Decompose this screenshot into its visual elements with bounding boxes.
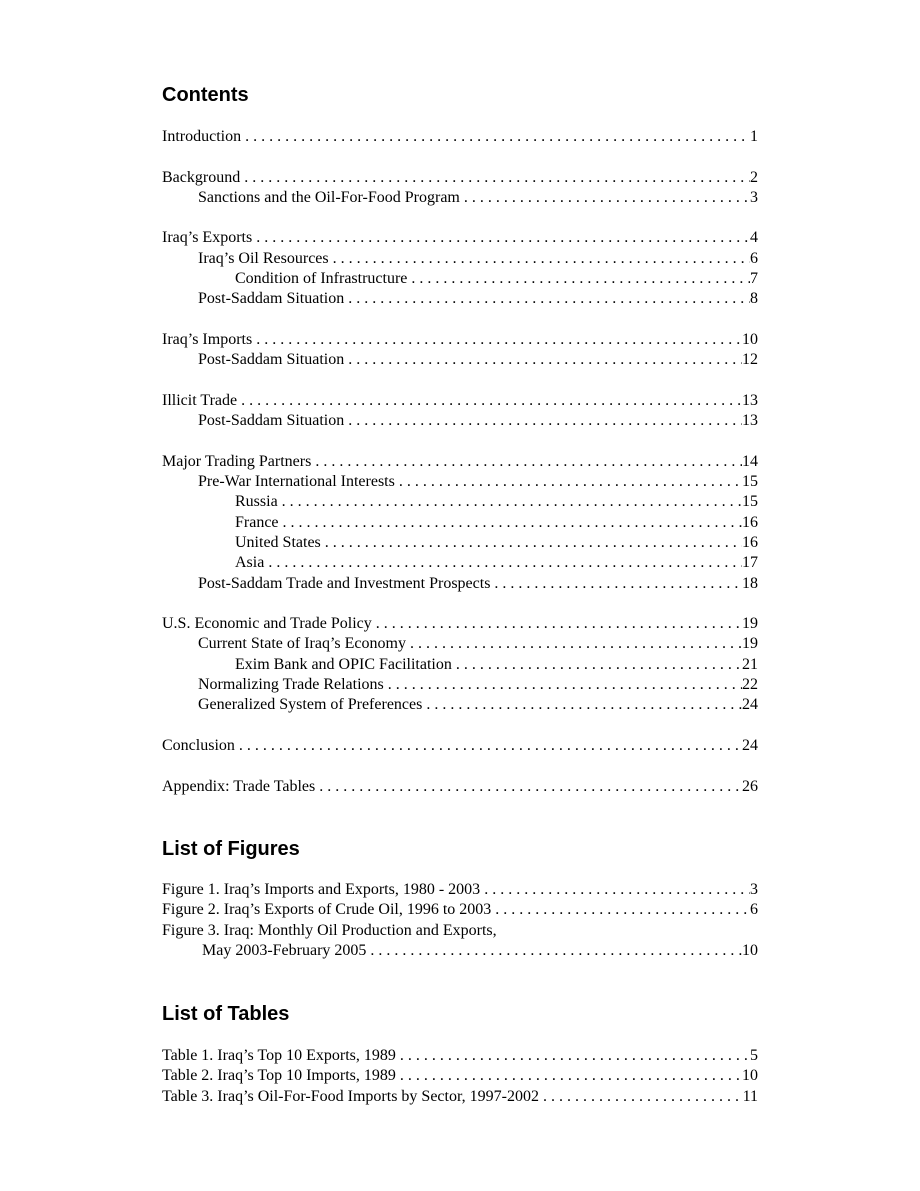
toc-entry-page: 3 [750,881,758,898]
dot-leader [252,228,750,248]
toc-entry [162,553,758,573]
toc-entry-page: 4 [750,229,758,247]
toc-entry [162,941,758,961]
tables-list [162,1046,758,1107]
toc-entry-page: 22 [742,676,758,694]
group-gap [162,147,758,167]
toc-entry-title: Illicit Trade [162,391,238,409]
toc-entry-title: France [235,513,279,531]
dot-leader [407,269,750,289]
contents-heading: Contents [162,84,249,106]
figures-list [162,880,758,961]
toc-entry [162,921,758,941]
toc-entry-page: 19 [742,635,758,653]
toc-entry [162,695,758,715]
dot-leader [395,472,742,492]
toc-entry-page: 16 [742,513,758,531]
dot-leader [366,941,742,961]
toc-entry-page: 11 [742,1087,758,1105]
dot-leader [372,614,742,634]
toc-entry-title: Sanctions and the Oil-For-Food Program [198,188,460,206]
dot-leader [264,553,742,573]
toc-entry-title: Iraq’s Oil Resources [198,249,329,267]
toc-entry [162,513,758,533]
toc-entry [162,228,758,248]
dot-leader [384,675,742,695]
toc-entry [162,777,758,797]
toc-entry [162,634,758,654]
dot-leader [491,900,750,920]
toc-entry [162,1046,758,1066]
toc-entry [162,880,758,900]
dot-leader [396,1046,750,1066]
dot-leader [321,533,742,553]
toc-entry [162,391,758,411]
toc-entry-title: Post-Saddam Situation [198,351,345,369]
group-gap [162,716,758,736]
toc-entry-page: 10 [742,1067,758,1085]
group-gap [162,208,758,228]
toc-entry-page: 13 [742,391,758,409]
toc-entry-page: 12 [742,351,758,369]
toc-entry [162,900,758,920]
toc-entry-page: 10 [742,941,758,959]
dot-leader [344,350,742,370]
dot-leader [422,695,742,715]
toc-entry [162,675,758,695]
toc-entry-page: 26 [742,777,758,795]
toc-entry-page: 17 [742,554,758,572]
toc-entry-title: Iraq’s Exports [162,229,253,247]
toc-entry [162,411,758,431]
toc-entry-page: 15 [742,473,758,491]
toc-entry-title: Generalized System of Preferences [198,696,423,714]
toc-entry-title: Figure 1. Iraq’s Imports and Exports, 1980 - 2003 [162,881,481,898]
toc-entry [162,168,758,188]
contents-list [162,127,758,797]
toc-entry [162,736,758,756]
dot-leader [237,391,742,411]
toc-entry-page: 19 [742,615,758,633]
toc-entry-title: Condition of Infrastructure [235,270,408,288]
toc-entry-title: Exim Bank and OPIC Facilitation [235,655,452,673]
toc-entry [162,452,758,472]
toc-entry-title: Figure 3. Iraq: Monthly Oil Production and Exports, [162,921,497,939]
dot-leader [311,452,742,472]
toc-entry-title: Conclusion [162,736,235,754]
toc-entry-page: 16 [742,533,758,551]
dot-leader [490,574,742,594]
dot-leader [252,330,742,350]
toc-entry [162,1066,758,1086]
toc-entry-title: Introduction [162,128,242,145]
dot-leader [344,411,742,431]
toc-entry [162,614,758,634]
toc-entry-page: 1 [750,128,758,145]
toc-entry-title: Major Trading Partners [162,452,312,470]
toc-entry-page: 24 [742,736,758,754]
dot-leader [240,168,750,188]
toc-entry [162,330,758,350]
toc-entry-page: 2 [750,168,758,186]
toc-entry-page: 3 [750,188,758,206]
toc-entry-title: Russia [235,493,278,511]
toc-entry [162,249,758,269]
toc-entry-page: 6 [750,249,758,267]
dot-leader [241,127,750,147]
toc-entry-title: Post-Saddam Trade and Investment Prospects [198,574,491,592]
dot-leader [460,188,750,208]
toc-entry [162,269,758,289]
group-gap [162,756,758,776]
figures-heading: List of Figures [162,838,300,860]
toc-entry-page: 5 [750,1047,758,1064]
toc-entry-page: 6 [750,901,758,919]
dot-leader [279,513,742,533]
dot-leader [329,249,750,269]
toc-entry-page: 24 [742,696,758,714]
toc-entry [162,1087,758,1107]
toc-entry [162,533,758,553]
toc-entry-title: Figure 2. Iraq’s Exports of Crude Oil, 1996 to 2003 [162,901,492,919]
toc-entry-title: Post-Saddam Situation [198,412,345,430]
toc-entry-title: Pre-War International Interests [198,473,395,491]
toc-entry-page: 10 [742,330,758,348]
dot-leader [406,634,742,654]
toc-entry [162,574,758,594]
toc-entry-title: United States [235,533,321,551]
group-gap [162,310,758,330]
dot-leader [278,492,742,512]
toc-entry-title: Asia [235,554,265,572]
dot-leader [480,880,750,900]
toc-entry [162,350,758,370]
toc-entry-title: Post-Saddam Situation [198,290,345,308]
toc-entry-title: U.S. Economic and Trade Policy [162,615,372,633]
toc-entry-page: 14 [742,452,758,470]
toc-entry-page: 18 [742,574,758,592]
dot-leader [344,289,750,309]
tables-heading: List of Tables [162,1003,290,1025]
toc-entry-page: 13 [742,412,758,430]
dot-leader [452,655,742,675]
toc-entry [162,289,758,309]
toc-entry [162,472,758,492]
toc-entry [162,492,758,512]
group-gap [162,431,758,451]
toc-entry-title: Background [162,168,241,186]
toc-entry-title: Table 3. Iraq’s Oil-For-Food Imports by Sector, 1997-2002 [162,1087,539,1105]
toc-entry-title: Current State of Iraq’s Economy [198,635,406,653]
toc-entry [162,655,758,675]
group-gap [162,594,758,614]
dot-leader [235,736,742,756]
toc-entry-page: 8 [750,290,758,308]
toc-entry-title: Appendix: Trade Tables [162,777,316,795]
toc-entry-title: May 2003-February 2005 [202,941,367,959]
group-gap [162,371,758,391]
toc-entry [162,127,758,147]
toc-entry-title: Table 2. Iraq’s Top 10 Imports, 1989 [162,1067,396,1085]
toc-entry-page: 15 [742,493,758,511]
dot-leader [315,777,742,797]
toc-entry-title: Normalizing Trade Relations [198,676,384,694]
toc-entry [162,188,758,208]
toc-entry-page: 21 [742,655,758,673]
dot-leader [539,1087,743,1107]
toc-entry-title: Table 1. Iraq’s Top 10 Exports, 1989 [162,1047,396,1064]
dot-leader [396,1066,742,1086]
toc-entry-title: Iraq’s Imports [162,330,253,348]
toc-entry-page: 7 [750,270,758,288]
